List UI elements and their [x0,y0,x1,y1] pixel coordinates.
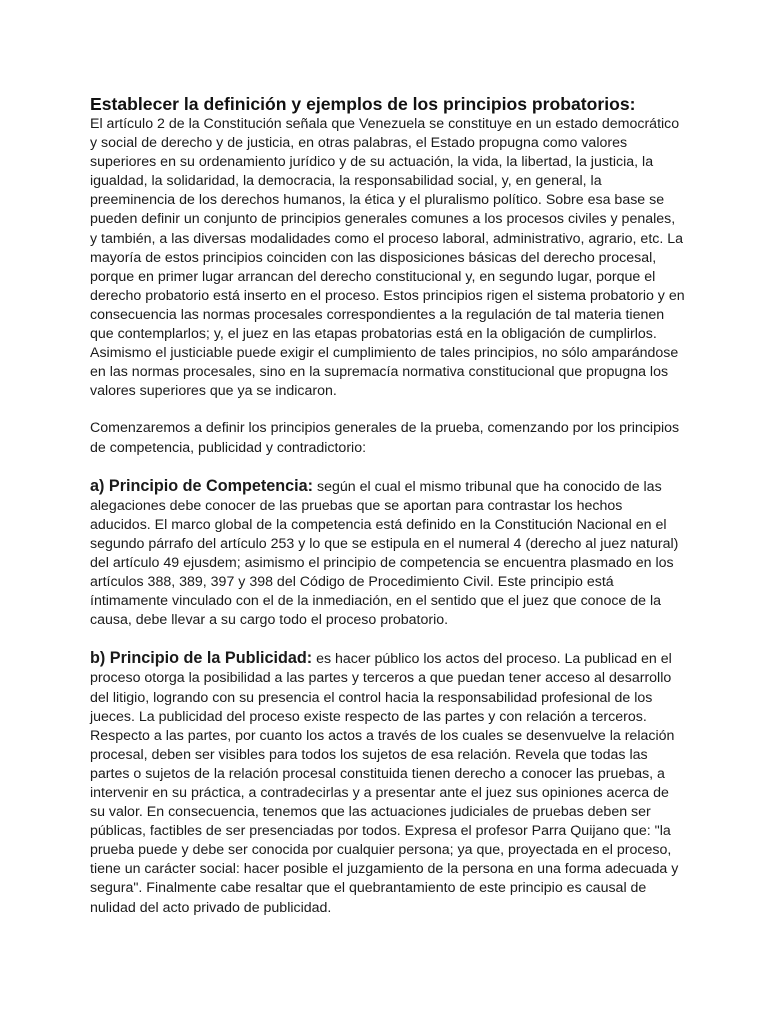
section-body-competencia: según el cual el mismo tribunal que ha conocido de las alegaciones debe conocer de las pruebas que se aportan para contrastar los hechos aducidos. El marco global de la competencia está definido en la Constitución Nacional en el segundo párrafo del artículo 253 y lo que se estipula en el numeral 4 (derecho al juez natural) del artículo 49 ejusdem; asimismo el principio de competencia se encuentra plasmado en los artículos 388, 389, 397 y 398 del Código de Procedimiento Civil. Este principio está íntimamente vinculado con el de la inmediación, en el sentido que el juez que conoce de la causa, debe llevar a su cargo todo el proceso probatorio. [90,478,679,629]
section-title-competencia: a) Principio de Competencia: [90,476,314,495]
document-title: Establecer la definición y ejemplos de los principios probatorios: [90,94,636,114]
section-body-publicidad: es hacer público los actos del proceso. La publicad en el proceso otorga la posibilidad a las partes y terceros a que puedan tener acceso al desarrollo del litigio, logrando con su presencia el control hacia la responsabilidad profesional de los jueces. La publicidad del proceso existe respecto de las partes y con relación a terceros. Respecto a las partes, por cuanto los actos a través de los cuales se desenvuelve la relación procesal, deben ser visibles para todos los sujetos de esa relación. Revela que todas las partes o sujetos de la relación procesal constituida tienen derecho a conocer las pruebas, a intervenir en su práctica, a contradecirlas y a presentar ante el juez sus opiniones acerca de su valor. En consecuencia, tenemos que las actuaciones judiciales de pruebas deben ser públicas, factibles de ser presenciadas por todos. Expresa el profesor Parra Quijano que: "la prueba puede y debe ser conocida por cualquier persona; ya que, proyectada en el proceso, tiene un carácter social: hacer posible el juzgamiento de la persona en una forma adecuada y segura". Finalmente cabe resaltar que el quebrantamiento de este principio es causal de nulidad del acto privado de publicidad. [90,651,679,916]
paragraph-spacer [90,630,686,649]
intro-paragraph: El artículo 2 de la Constitución señala que Venezuela se constituye en un estado democrático y social de derecho y de justicia, en otras palabras, el Estado propugna como valores superiores en su ordenamiento jurídico y de su actuación, la vida, la libertad, la justicia, la igualdad, la solidaridad, la democracia, la responsabilidad social, y, en general, la preeminencia de los derechos humanos, la ética y el pluralismo político. Sobre esa base se pueden definir un conjunto de principios generales comunes a los procesos civiles y penales, y también, a las diversas modalidades como el proceso laboral, administrativo, agrario, etc. La mayoría de estos principios coinciden con las disposiciones básicas del derecho procesal, porque en primer lugar arrancan del derecho constitucional y, en segundo lugar, porque el derecho probatorio está inserto en el proceso. Estos principios rigen el sistema probatorio y en consecuencia las normas procesales correspondientes a la regulación de tal materia tienen que contemplarlos; y, el juez en las etapas probatorias está en la obligación de cumplirlos. Asimismo el justiciable puede exigir el cumplimiento de tales principios, no sólo amparándose en las normas procesales, sino en la supremacía normativa constitucional que propugna los valores superiores que ya se indicaron. [90,116,685,400]
section-competencia [90,477,686,631]
section-title-publicidad: b) Principio de la Publicidad: [90,649,313,668]
paragraph-spacer [90,401,686,419]
paragraph-spacer [90,458,686,477]
section-publicidad [90,649,686,917]
transition-paragraph: Comenzaremos a definir los principios generales de la prueba, comenzando por los principios de competencia, publicidad y contradictorio: [90,420,680,456]
document-page [90,94,686,918]
